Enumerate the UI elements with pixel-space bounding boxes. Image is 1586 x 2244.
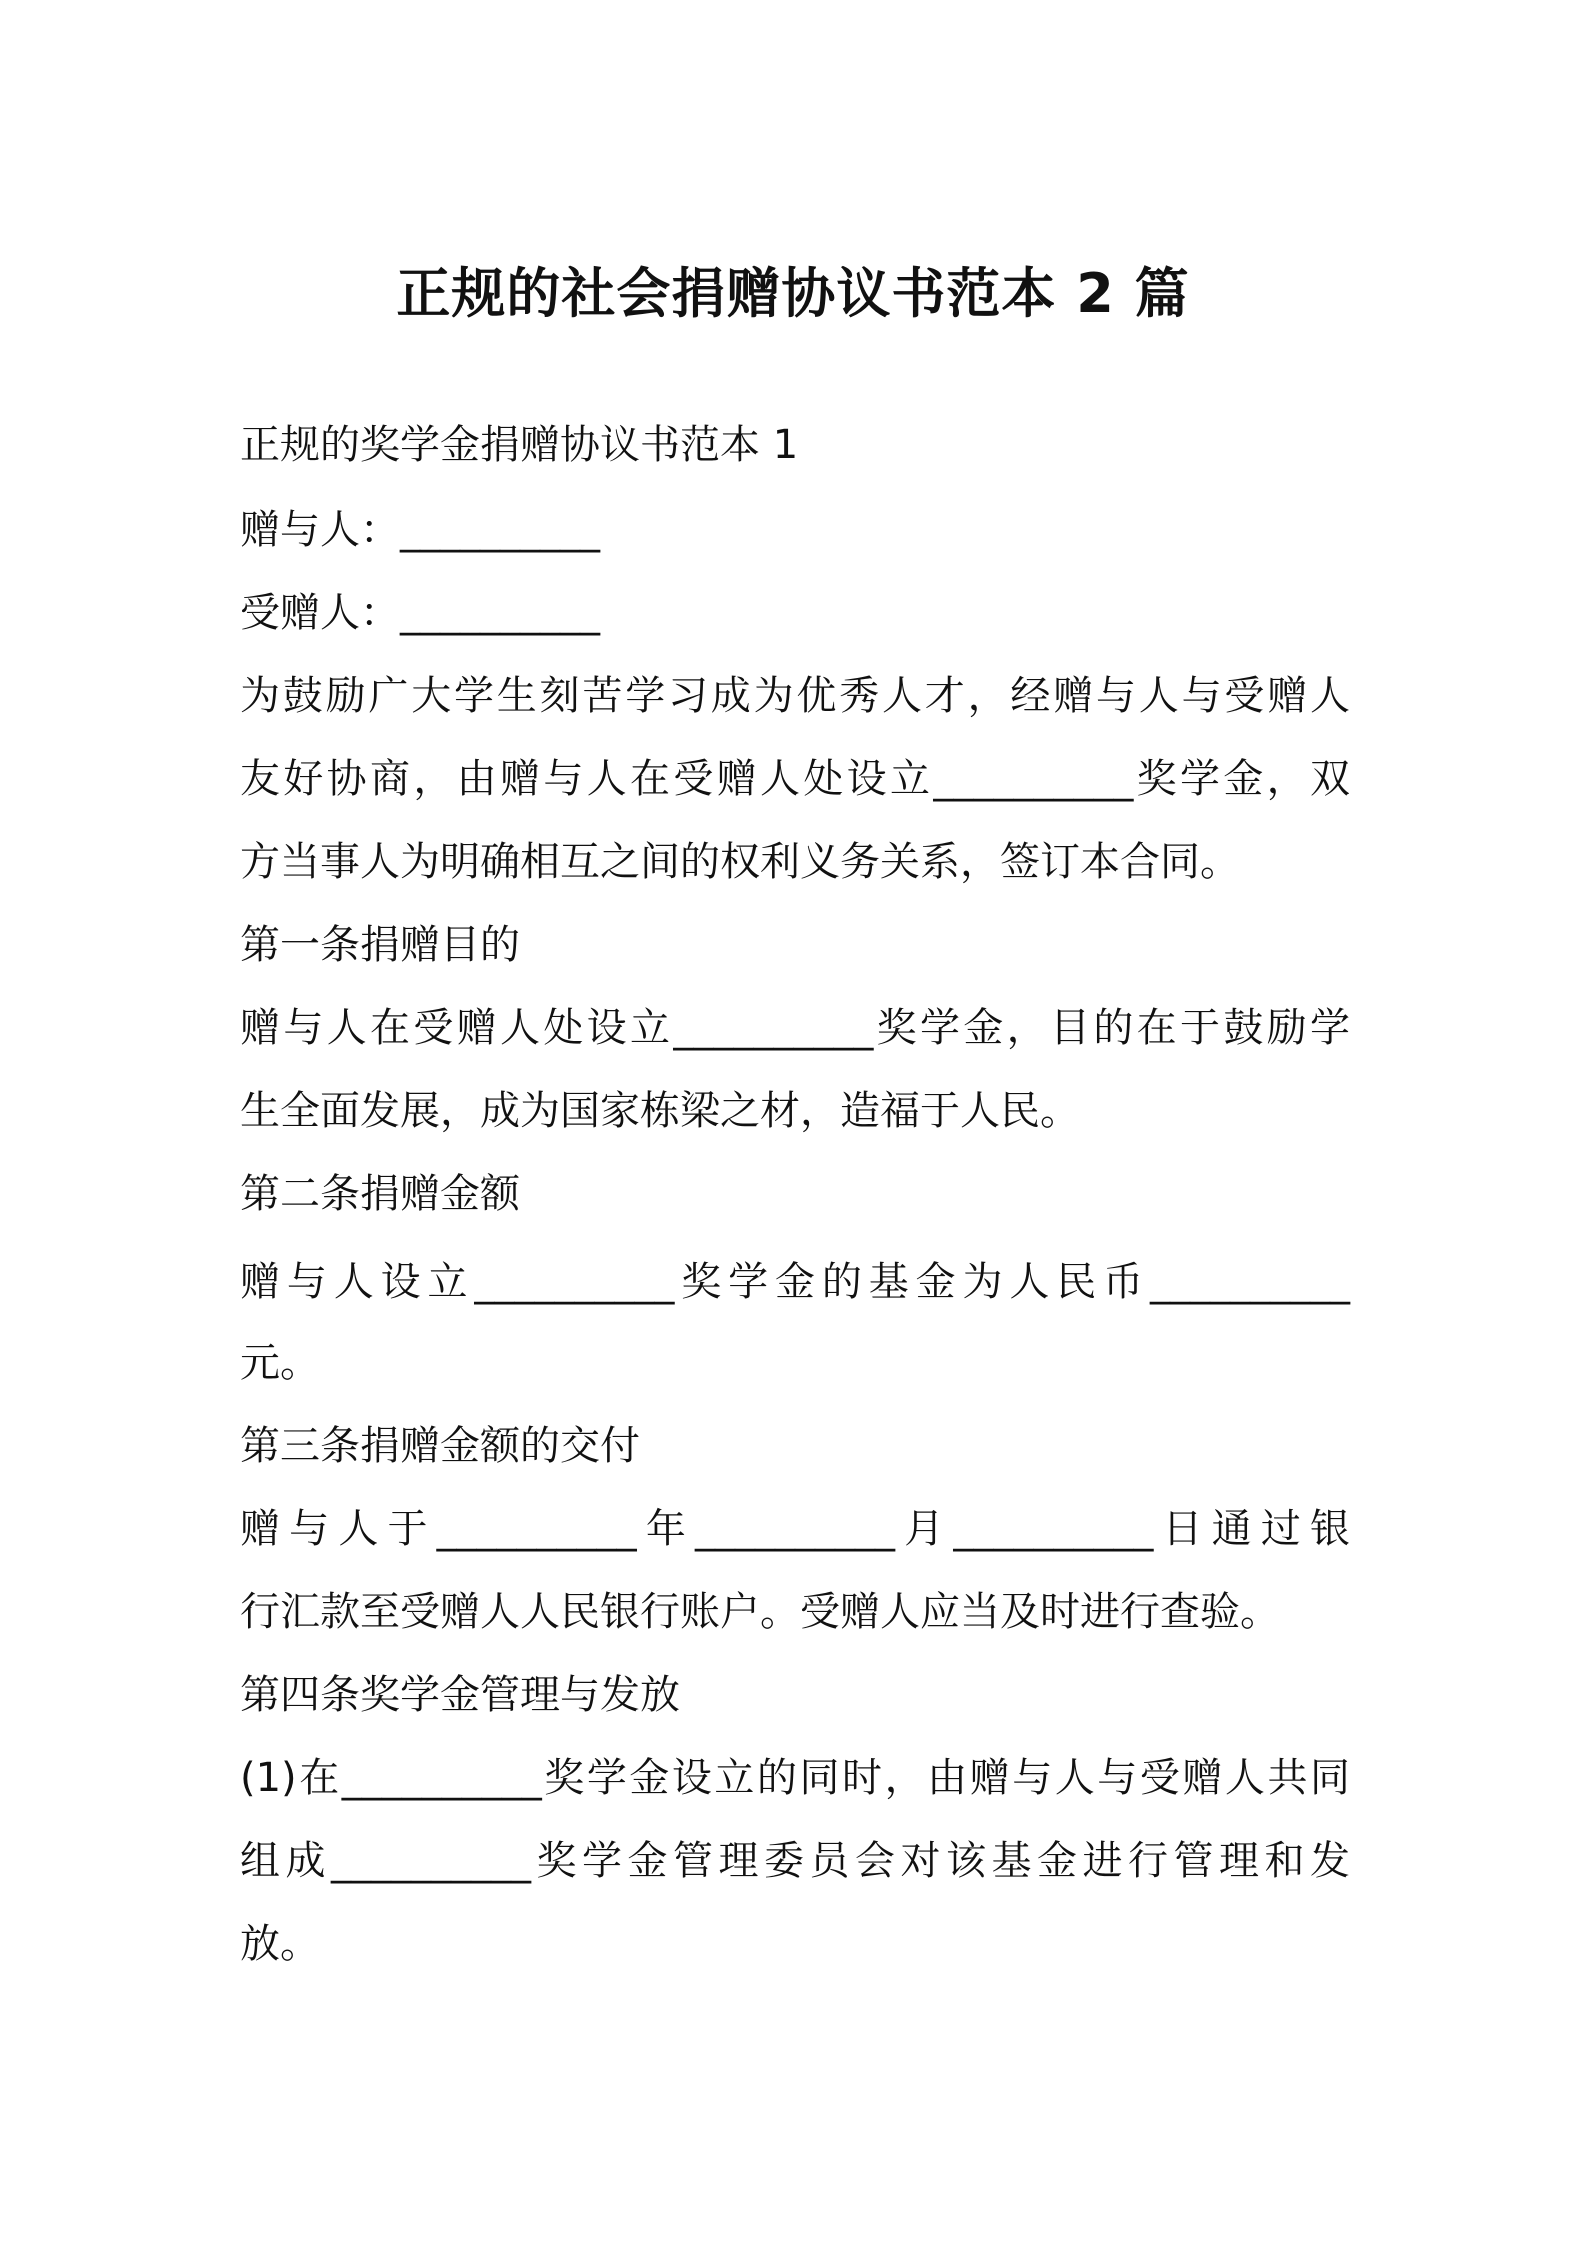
article-4-line-1: (1)在__________奖学金设立的同时，由赠与人与受赠人共同 xyxy=(240,1755,1350,1801)
donor-line: 赠与人：__________ xyxy=(240,507,600,553)
article-4-heading: 第四条奖学金管理与发放 xyxy=(240,1672,680,1718)
article-4-line-2: 组成__________奖学金管理委员会对该基金进行管理和发 xyxy=(240,1838,1350,1884)
article-2-heading: 第二条捐赠金额 xyxy=(240,1171,520,1217)
article-1-line-2: 生全面发展，成为国家栋梁之材，造福于人民。 xyxy=(240,1088,1080,1134)
section-heading-sample-1: 正规的奖学金捐赠协议书范本 1 xyxy=(240,422,799,468)
article-4-line-3: 放。 xyxy=(240,1921,320,1967)
article-1-heading: 第一条捐赠目的 xyxy=(240,922,520,968)
preamble-line-1: 为鼓励广大学生刻苦学习成为优秀人才，经赠与人与受赠人 xyxy=(240,673,1350,719)
article-2-line-1: 赠与人设立__________奖学金的基金为人民币__________ xyxy=(240,1259,1350,1305)
document-title: 正规的社会捐赠协议书范本 2 篇 xyxy=(396,262,1190,325)
article-3-line-2: 行汇款至受赠人人民银行账户。受赠人应当及时进行查验。 xyxy=(240,1589,1280,1635)
article-2-line-2: 元。 xyxy=(240,1340,320,1386)
preamble-line-2: 友好协商，由赠与人在受赠人处设立__________奖学金，双 xyxy=(240,756,1350,802)
article-3-heading: 第三条捐赠金额的交付 xyxy=(240,1423,640,1469)
article-3-line-1: 赠与人于__________年__________月__________日通过银 xyxy=(240,1506,1350,1552)
preamble-line-3: 方当事人为明确相互之间的权利义务关系，签订本合同。 xyxy=(240,839,1240,885)
article-1-line-1: 赠与人在受赠人处设立__________奖学金，目的在于鼓励学 xyxy=(240,1005,1350,1051)
recipient-line: 受赠人：__________ xyxy=(240,590,600,636)
